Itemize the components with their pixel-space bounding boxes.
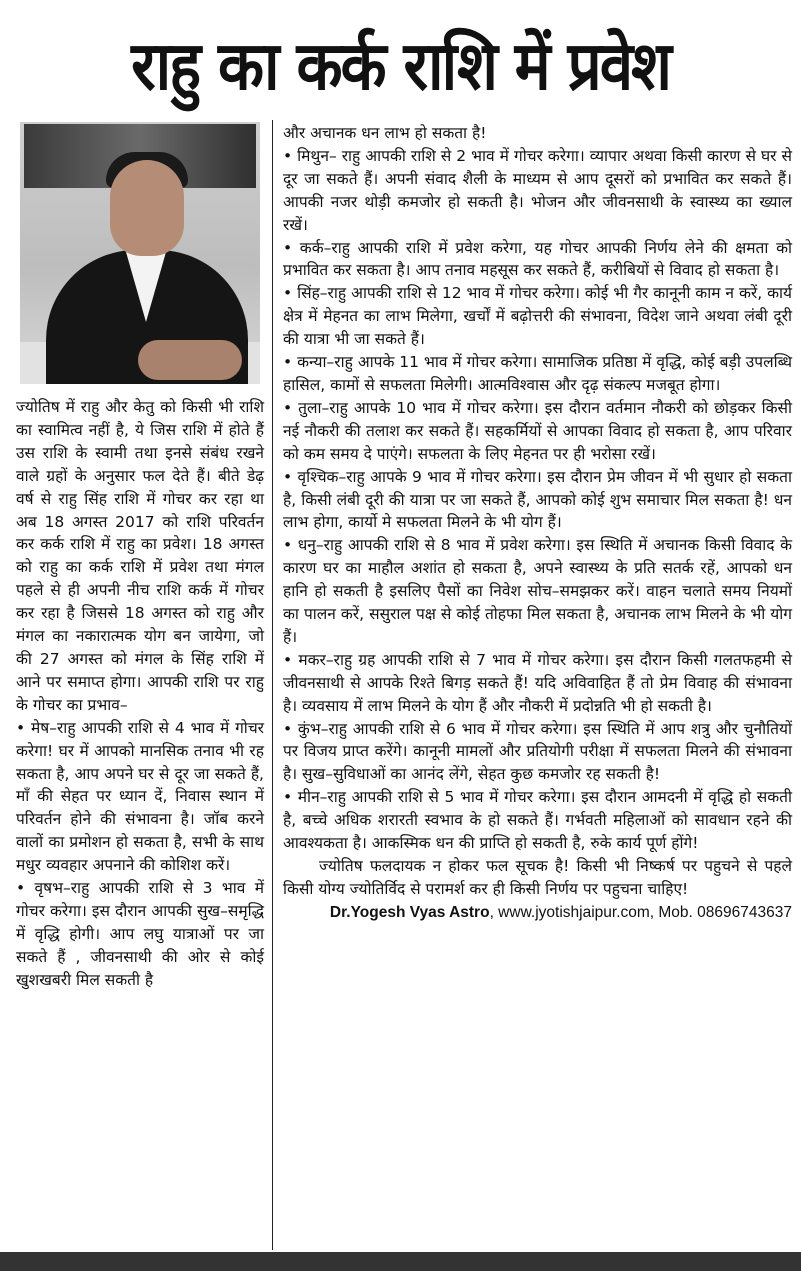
pisces-paragraph: • मीन–राहु आपकी राशि से 5 भाव में गोचर करेगा। इस दौरान आमदनी में वृद्धि हो सकती है, बच्चे अधिक शरारती स्वभाव के हो सकते हैं। गर्भवती महिलाओं को सावधान रहने की आवश्यकता है। आकस्मिक धन की प्राप्ति हो सकती है, रुके कार्य पूर्ण होंगे!	[283, 788, 792, 853]
sagittarius-paragraph: • धनु–राहु आपकी राशि से 8 भाव में प्रवेश करेगा। इस स्थिति में अचानक किसी विवाद के कारण घर का माहौल अशांत हो सकता है, अपने स्वास्थ्य के प्रति सतर्क रहें, आपको धन हानि हो सकती है इसलिए पैसों का निवेश सोच–समझकर करें। वाहन चलाते समय नियमों का पालन करें, ससुराल पक्ष से कोई तोहफा मिल सकता है, अचानक लाभ मिलने के भी योग हैं।	[283, 536, 792, 646]
libra-paragraph: • तुला–राहु आपके 10 भाव में गोचर करेगा। इस दौरान वर्तमान नौकरी को छोड़कर किसी नई नौकरी की तलाश कर सकते हैं। सहकर्मियों से आपका विवाद हो सकता है, आप परिवार को कम समय दे पाएंगे। सफलता के लिए मेहनत पर ही भरोसा रखें।	[283, 398, 792, 463]
taurus-paragraph: • वृषभ–राहु आपकी राशि से 3 भाव में गोचर करेगा। इस दौरान आपकी सुख–समृद्धि में वृद्धि होगी। आप लघु यात्राओं पर जा सकते हैं , जीवनसाथी की ओर से कोई खुशखबरी मिल सकती है	[16, 879, 264, 989]
virgo-paragraph: • कन्या–राहु आपके 11 भाव में गोचर करेगा। सामाजिक प्रतिष्ठा में वृद्धि, कोई बड़ी उपलब्धि हासिल, कामों से सफलता मिलेगी। आत्मविश्वास और दृढ़ संकल्प मजबूत होगा।	[283, 353, 792, 394]
closing-note: ज्योतिष फलदायक न होकर फल सूचक है! किसी भी निष्कर्ष पर पहुचने से पहले किसी योग्य ज्योतिर्विद से परामर्श कर ही किसी निर्णय पर पहुचना चाहिए!	[283, 857, 792, 898]
column-divider	[272, 120, 273, 1250]
aquarius-paragraph: • कुंभ–राहु आपकी राशि से 6 भाव में गोचर करेगा। इस स्थिति में आप शत्रु और चुनौतियों पर विजय प्राप्त करेंगे। कानूनी मामलों और प्रतियोगी परीक्षा में सफलता मिलने की संभावना है। सुख–सुविधाओं का आनंद लेंगे, सेहत कुछ कमजोर रह सकती है!	[283, 719, 792, 784]
leo-paragraph: • सिंह–राहु आपकी राशि से 12 भाव में गोचर करेगा। कोई भी गैर कानूनी काम न करें, कार्य क्षेत्र में मेहनत का लाभ मिलेगा, खर्चों में बढ़ोत्तरी की संभावना, विदेश जाने अथवा लंबी दूरी की यात्रा भी जा सकते हैं।	[283, 284, 792, 349]
left-column	[16, 396, 264, 992]
aries-paragraph: • मेष–राहु आपकी राशि से 4 भाव में गोचर करेगा! घर में आपको मानसिक तनाव भी रह सकता है, आप अपने घर से दूर जा सकते हैं, माँ की सेहत पर ध्यान दें, निवास स्थान में परिवर्तन होने की संभावना है। जॉब करने वालों का प्रमोशन हो सकता है, सभी के साथ मधुर व्यवहार अपनाने की कोशिश करें।	[16, 718, 264, 875]
person-head	[110, 160, 184, 256]
scorpio-paragraph: • वृश्चिक–राहु आपके 9 भाव में गोचर करेगा। इस दौरान प्रेम जीवन में भी सुधार हो सकता है, किसी लंबी दूरी की यात्रा पर जा सकते हैं, आपको कोई शुभ समाचार मिल सकता है! धन लाभ होगा, कार्यो मे सफलता मिलने के भी योग हैं।	[283, 467, 792, 532]
author-photo	[20, 122, 260, 384]
author-contact: , www.jyotishjaipur.com, Mob. 08696743637	[489, 903, 792, 921]
right-column	[283, 122, 792, 925]
author-name: Dr.Yogesh Vyas Astro	[329, 903, 490, 921]
signature-line	[283, 901, 792, 925]
person-hands	[138, 340, 242, 380]
intro-paragraph: ज्योतिष में राहु और केतु को किसी भी राशि का स्वामित्व नहीं है, ये जिस राशि में होते हैं उस राशि के स्वामी तथा इनसे संबंध रखने वाले ग्रहों के अनुसार फल देते हैं। बीते डेढ़ वर्ष से राहु सिंह राशि में गोचर कर रहा था अब 18 अगस्त 2017 को राशि परिवर्तन कर कर्क राशि में राहु का प्रवेश। 18 अगस्त को राहु का कर्क राशि में प्रवेश तथा मंगल पहले से ही अपनी नीच राशि कर्क में गोचर कर रहा है जिससे 18 अगस्त को राहु और मंगल का नकारात्मक योग बन जायेगा, जो की 27 अगस्त को मंगल के सिंह राशि में आने पर समाप्त होगा। आपकी राशि पर राहु के गोचर का प्रभाव–	[16, 398, 264, 714]
capricorn-paragraph: • मकर–राहु ग्रह आपकी राशि से 7 भाव में गोचर करेगा। इस दौरान किसी गलतफहमी से जीवनसाथी से आपके रिश्ते बिगड़ सकते हैं! यदि अविवाहित हैं तो प्रेम विवाह की संभावना है। व्यवसाय में लाभ मिलने के योग हैं और नौकरी में प्रदोन्नति भी हो सकती है।	[283, 650, 792, 715]
taurus-continued: और अचानक धन लाभ हो सकता है!	[283, 124, 487, 142]
bottom-bar	[0, 1252, 801, 1271]
gemini-paragraph: • मिथुन– राहु आपकी राशि से 2 भाव में गोचर करेगा। व्यापार अथवा किसी कारण से घर से दूर जा सकते हैं। अपनी संवाद शैली के माध्यम से आप दूसरों को प्रभावित कर सकते हैं। आपकी नजर थोड़ी कमजोर हो सकती है। भोजन और जीवनसाथी के स्वास्थ्य का ख्याल रखें।	[283, 146, 792, 234]
headline: राहु का कर्क राशि में प्रवेश	[131, 27, 670, 106]
cancer-paragraph: • कर्क–राहु आपकी राशि में प्रवेश करेगा, यह गोचर आपकी निर्णय लेने की क्षमता को प्रभावित कर सकता है। आप तनाव महसूस कर सकते हैं, करीबियों से विवाद हो सकता है।	[283, 238, 792, 280]
